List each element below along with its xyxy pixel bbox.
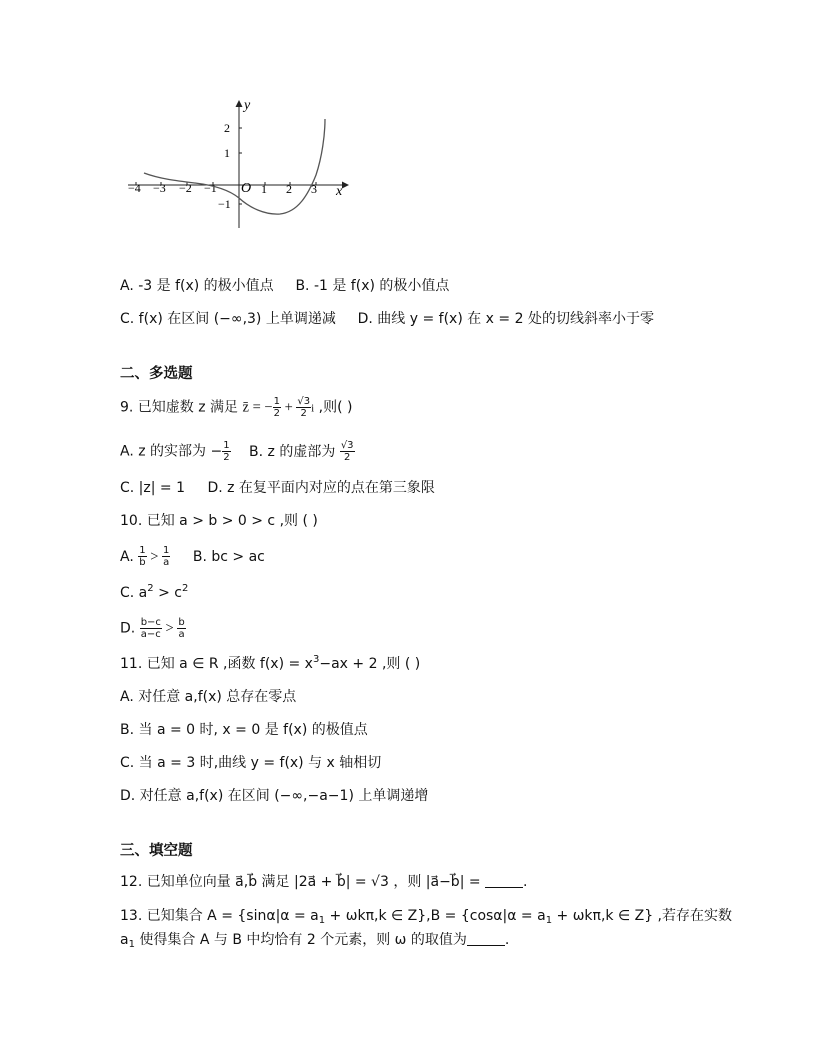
q9-stem: 9. 已知虚数 z 满足 z̄ = − $\frac{1}{2}$ + $\frac{√3}{2}$ i ,则( ) <box>120 396 353 419</box>
q9-stem-text: 9. 已知虚数 z 满足 <box>120 399 243 416</box>
q9-option-d: D. z 在复平面内对应的点在第三象限 <box>207 480 435 496</box>
q10-option-a: A. $\frac{1}{b}$ > $\frac{1}{a}$ <box>120 545 170 568</box>
x-tick-label: −2 <box>179 181 192 195</box>
q11-option-b: B. 当 a = 0 时, x = 0 是 f(x) 的极值点 <box>120 722 368 738</box>
q8-option-c: C. f(x) 在区间 (−∞,3) 上单调递减 <box>120 311 336 327</box>
q8-option-row-1 <box>120 276 449 296</box>
q11-option-a: A. 对任意 a,f(x) 总存在零点 <box>120 689 297 705</box>
x-tick-label: −1 <box>204 181 217 195</box>
q9-option-row-2 <box>120 478 435 498</box>
q8-option-b: B. -1 是 f(x) 的极小值点 <box>295 278 450 294</box>
y-axis-arrow <box>236 100 243 107</box>
answer-blank[interactable] <box>467 931 505 946</box>
y-tick-label: 1 <box>224 146 230 160</box>
origin-label: O <box>241 181 252 196</box>
x-tick-label: 1 <box>261 182 267 196</box>
q9-option-c: C. |z| = 1 <box>120 480 185 496</box>
x-tick-label: −3 <box>153 181 166 195</box>
q10-option-b: B. bc > ac <box>192 548 265 565</box>
q11-option-d: D. 对任意 a,f(x) 在区间 (−∞,−a−1) 上单调递增 <box>120 788 429 804</box>
q9-equation: z̄ = − <box>242 399 273 416</box>
section-title-fill-in: 三、填空题 <box>120 843 193 859</box>
q12-stem: 12. 已知单位向量 a⃗,b⃗ 满足 |2a⃗ + b⃗| = √3 ，则 |a⃗−b⃗| = . <box>120 874 528 890</box>
q9-fraction-2: $\frac{√3}{2}$ <box>297 396 311 419</box>
q8-option-d: D. 曲线 y = f(x) 在 x = 2 处的切线斜率小于零 <box>357 311 654 327</box>
q8-option-a: A. -3 是 f(x) 的极小值点 <box>120 278 274 294</box>
q10-option-d: D. $\frac{b-c}{a-c}$ > $\frac{b}{a}$ <box>120 617 185 640</box>
q10-option-c: C. $a^2 > c^2$ <box>120 583 189 601</box>
q9-option-a: A. z 的实部为 − <box>120 443 223 460</box>
function-curve <box>144 119 325 214</box>
q9-stem-end: ,则( ) <box>314 399 353 416</box>
q10-stem: 10. 已知 a > b > 0 > c ,则 ( ) <box>120 513 318 529</box>
q11-stem: 11. 已知 a ∈ R ,函数 $f(x) = x^3-ax + 2$ ,则 ( ) <box>120 654 421 672</box>
q9-option-row-1: A. z 的实部为 − $\frac{1}{2}$ B. z 的虚部为 $\frac{√3}{2}$ <box>120 440 354 463</box>
x-tick-label: −4 <box>128 181 141 195</box>
x-tick-label: 2 <box>286 182 292 196</box>
y-tick-label: −1 <box>218 197 231 211</box>
section-title-multiple-choice: 二、多选题 <box>120 366 193 382</box>
function-graph <box>120 95 355 235</box>
q8-option-row-2 <box>120 309 654 329</box>
y-tick-label: 2 <box>224 121 230 135</box>
q9-fraction-1: $\frac{1}{2}$ <box>273 396 280 419</box>
q13-stem-line-2: $a_1$ 使得集合 A 与 B 中均恰有 2 个元素，则 ω 的取值为 . <box>120 932 510 950</box>
answer-blank[interactable] <box>485 873 523 888</box>
x-tick-label: 3 <box>311 182 317 196</box>
q9-option-b: B. z 的虚部为 <box>249 443 340 460</box>
q10-option-row-1 <box>120 545 265 568</box>
y-axis-label: y <box>244 98 251 113</box>
q11-option-c: C. 当 a = 3 时,曲线 y = f(x) 与 x 轴相切 <box>120 755 382 771</box>
x-axis-arrow <box>342 182 349 189</box>
q13-stem-line-1: 13. 已知集合 $A = \{\sin\alpha|\alpha = a_1 + \omega k\pi,k$ ∈ $Z\},B = \{\cos\alpha|\alpha = a_1 + \omega k\pi,k$ ∈ Z} ,若存在实数 <box>120 908 733 926</box>
x-axis-label: x <box>336 184 343 199</box>
